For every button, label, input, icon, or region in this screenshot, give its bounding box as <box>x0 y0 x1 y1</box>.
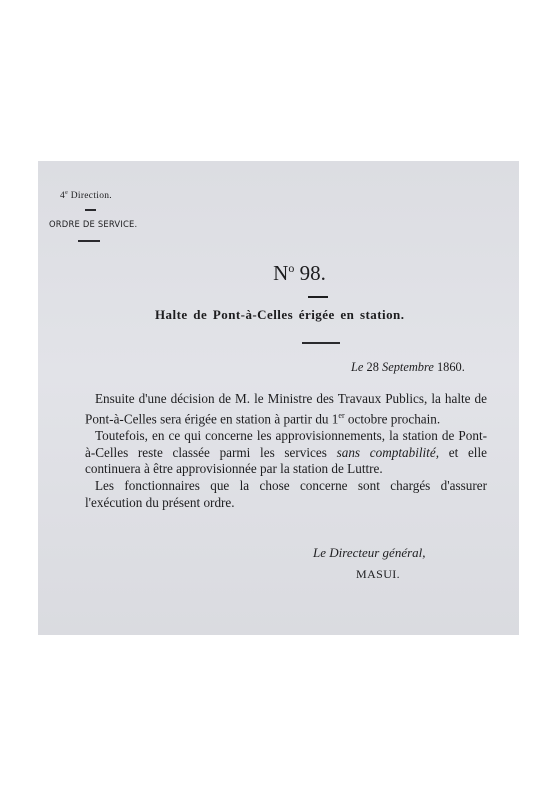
signature-title: Le Directeur général, <box>313 545 426 560</box>
direction-ordinal: e <box>65 190 69 196</box>
ordinal-sup: er <box>338 410 345 420</box>
paragraph-1-text: Ensuite d'une décision de M. le Ministre des Travaux Publics, la halte de Pont-à-Celles sera érigée en station à partir du 1 <box>85 391 487 427</box>
paragraph-1 <box>85 391 487 428</box>
divider-rule <box>308 296 328 298</box>
paragraph-2-text: Toutefois, en ce qui concerne les approvisionnements, la station de Pont-à-Celles reste classée parmi les services <box>85 427 487 460</box>
date-month: Septembre <box>382 360 434 374</box>
order-heading: Halte de Pont-à-Celles érigée en station. <box>155 307 405 322</box>
order-number <box>38 261 519 286</box>
date-year: 1860. <box>433 360 465 374</box>
paragraph-2-emphasis: sans comptabilité, <box>336 444 439 460</box>
number-value: 98. <box>294 261 326 285</box>
number-prefix: N <box>273 261 289 285</box>
direction-text: Direction. <box>70 191 112 202</box>
divider-rule <box>302 342 340 344</box>
paragraph-1-text-end: octobre prochain. <box>344 411 441 427</box>
date-day: 28 <box>363 360 382 374</box>
date-prefix: Le <box>351 360 364 374</box>
direction-number: 4 <box>60 191 66 202</box>
paragraph-2-text-end: et elle continuera à être approvisionnée par la station de Luttre. <box>85 444 487 477</box>
direction-label <box>60 190 112 201</box>
number-sup: o <box>288 261 295 275</box>
signature-name: MASUI. <box>356 567 401 581</box>
paragraph-2 <box>85 428 487 478</box>
paragraph-3: Les fonctionnaires que la chose concerne sont chargés d'assurer l'exécution du présent ordre. <box>85 477 487 510</box>
order-body <box>85 391 487 511</box>
order-date <box>351 360 465 375</box>
order-label: ORDRE DE SERVICE. <box>49 219 138 229</box>
divider-rule <box>85 209 96 211</box>
scanned-document-page <box>38 161 519 635</box>
divider-rule <box>78 240 100 242</box>
